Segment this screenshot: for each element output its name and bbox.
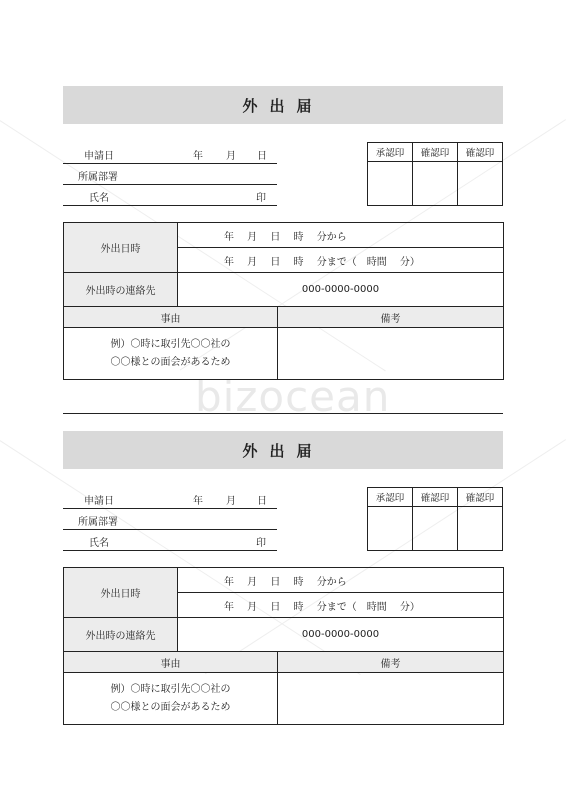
reason-field[interactable] bbox=[64, 328, 278, 380]
form-title: 外出届 bbox=[63, 86, 503, 124]
stamp-cell[interactable] bbox=[368, 507, 413, 551]
reason-line: 〇〇様との面会があるため bbox=[110, 356, 231, 368]
reason-line: 〇〇様との面会があるため bbox=[110, 701, 231, 713]
year-label: 年 bbox=[193, 151, 203, 162]
remarks-header: 備考 bbox=[278, 307, 504, 328]
contact-label: 外出時の連絡先 bbox=[64, 273, 178, 307]
details-table bbox=[63, 567, 504, 725]
watermark-logo: bizocean bbox=[195, 372, 391, 421]
stamp-cell[interactable] bbox=[413, 162, 458, 206]
month-label: 月 bbox=[226, 496, 236, 507]
stamp-cell[interactable] bbox=[413, 507, 458, 551]
day-label: 日 bbox=[257, 496, 267, 507]
name-underline bbox=[63, 205, 277, 206]
department-label: 所属部署 bbox=[78, 172, 118, 183]
contact-value[interactable]: 000-0000-0000 bbox=[178, 273, 504, 307]
month-label: 月 bbox=[226, 151, 236, 162]
out-datetime-label: 外出日時 bbox=[64, 223, 178, 273]
reason-field[interactable] bbox=[64, 673, 278, 725]
apply-date-underline bbox=[63, 508, 277, 509]
remarks-field[interactable] bbox=[278, 328, 504, 380]
seal-mark: 印 bbox=[256, 538, 266, 549]
stamp-box bbox=[367, 487, 503, 551]
remarks-field[interactable] bbox=[278, 673, 504, 725]
stamp-box bbox=[367, 142, 503, 206]
apply-date-underline bbox=[63, 163, 277, 164]
cut-line bbox=[63, 413, 503, 414]
name-underline bbox=[63, 550, 277, 551]
department-label: 所属部署 bbox=[78, 517, 118, 528]
stamp-cell[interactable] bbox=[368, 162, 413, 206]
stamp-confirm-label: 確認印 bbox=[458, 488, 503, 507]
contact-value[interactable]: 000-0000-0000 bbox=[178, 618, 504, 652]
out-end-time-field[interactable]: 年 月 日 時 分まで（ 時間 分） bbox=[178, 248, 504, 273]
year-label: 年 bbox=[193, 496, 203, 507]
reason-header: 事由 bbox=[64, 652, 278, 673]
reason-line: 例）〇時に取引先〇〇社の bbox=[110, 338, 231, 350]
stamp-approval-label: 承認印 bbox=[368, 143, 413, 162]
stamp-confirm-label: 確認印 bbox=[413, 143, 458, 162]
remarks-header: 備考 bbox=[278, 652, 504, 673]
stamp-confirm-label: 確認印 bbox=[458, 143, 503, 162]
department-underline bbox=[63, 529, 277, 530]
contact-label: 外出時の連絡先 bbox=[64, 618, 178, 652]
department-underline bbox=[63, 184, 277, 185]
apply-date-label: 申請日 bbox=[84, 496, 114, 507]
out-end-time-field[interactable]: 年 月 日 時 分まで（ 時間 分） bbox=[178, 593, 504, 618]
stamp-confirm-label: 確認印 bbox=[413, 488, 458, 507]
form-title: 外出届 bbox=[63, 431, 503, 469]
apply-date-label: 申請日 bbox=[84, 151, 114, 162]
reason-header: 事由 bbox=[64, 307, 278, 328]
name-label: 氏名 bbox=[89, 193, 109, 204]
out-datetime-label: 外出日時 bbox=[64, 568, 178, 618]
stamp-cell[interactable] bbox=[458, 507, 503, 551]
details-table bbox=[63, 222, 504, 380]
seal-mark: 印 bbox=[256, 193, 266, 204]
out-start-time-field[interactable]: 年 月 日 時 分から bbox=[178, 223, 504, 248]
stamp-cell[interactable] bbox=[458, 162, 503, 206]
day-label: 日 bbox=[257, 151, 267, 162]
name-label: 氏名 bbox=[89, 538, 109, 549]
stamp-approval-label: 承認印 bbox=[368, 488, 413, 507]
out-start-time-field[interactable]: 年 月 日 時 分から bbox=[178, 568, 504, 593]
reason-line: 例）〇時に取引先〇〇社の bbox=[110, 683, 231, 695]
